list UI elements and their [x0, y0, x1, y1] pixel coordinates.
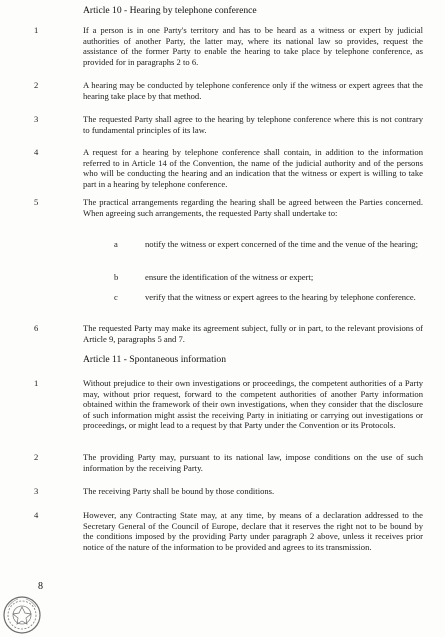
- paragraph-number: 2: [34, 452, 39, 462]
- seal-stamp-icon: [2, 595, 42, 635]
- article-10-heading: Article 10 - Hearing by telephone conference: [83, 5, 257, 16]
- paragraph-number: 1: [34, 25, 39, 35]
- article-10-paragraph-2: A hearing may be conducted by telephone conference only if the witness or expert agrees that the hearing take place by that method.: [83, 80, 423, 101]
- paragraph-number: 3: [34, 486, 39, 496]
- paragraph-number: 4: [34, 510, 39, 520]
- article-10-paragraph-5: The practical arrangements regarding the hearing shall be agreed between the Parties concerned. When agreeing such arrangements, the requested Party shall undertake to:: [83, 197, 423, 218]
- paragraph-number: 6: [34, 323, 39, 333]
- article-11-paragraph-3: The receiving Party shall be bound by those conditions.: [83, 486, 275, 496]
- article-11-paragraph-1: Without prejudice to their own investigations or proceedings, the competent authorities of a Party may, without prior request, forward to the competent authorities of another Party information obtained within the framework of their own investigations, when they consider that the disclosure of such information might assist the receiving Party in initiating or carrying out investigations or proceedings, or might lead to a request by that Party under the Convention or its Protocols.: [83, 378, 423, 431]
- article-10-subitem-b: ensure the identification of the witness or expert;: [145, 272, 314, 282]
- article-11-paragraph-4: However, any Contracting State may, at any time, by means of a declaration addressed to the Secretary General of the Council of Europe, declare that it reserves the right not to be bound by the conditions imposed by the providing Party under paragraph 2 above, unless it receives prior notice of the nature of the information to be provided and agrees to its transmission.: [83, 510, 423, 552]
- subitem-letter: c: [114, 292, 118, 302]
- article-10-subitem-a: notify the witness or expert concerned of the time and the venue of the hearing;: [145, 239, 418, 249]
- article-10-paragraph-3: The requested Party shall agree to the hearing by telephone conference where this is not contrary to fundamental principles of its law.: [83, 114, 423, 135]
- page-number: 8: [38, 581, 43, 592]
- paragraph-number: 4: [34, 147, 39, 157]
- article-10-paragraph-6: The requested Party may make its agreement subject, fully or in part, to the relevant provisions of Article 9, paragraphs 5 and 7.: [83, 323, 423, 344]
- subitem-letter: a: [114, 239, 118, 249]
- paragraph-number: 3: [34, 114, 39, 124]
- article-11-heading: Article 11 - Spontaneous information: [83, 354, 226, 365]
- article-11-paragraph-2: The providing Party may, pursuant to its national law, impose conditions on the use of such information by the receiving Party.: [83, 452, 423, 473]
- article-10-paragraph-4: A request for a hearing by telephone conference shall contain, in addition to the information referred to in Article 14 of the Convention, the name of the judicial authority and of the persons who will be conducting the hearing and an indication that the witness or expert is willing to take part in a hearing by telephone conference.: [83, 147, 423, 189]
- paragraph-number: 5: [34, 197, 39, 207]
- article-10-subitem-c: verify that the witness or expert agrees to the hearing by telephone conference.: [145, 292, 416, 302]
- article-10-paragraph-1: If a person is in one Party's territory and has to be heard as a witness or expert by judicial authorities of another Party, the latter may, where its national law so provides, request the assistance of the former Party to enable the hearing to take place by telephone conference, as provided for in paragraphs 2 to 6.: [83, 25, 423, 67]
- subitem-letter: b: [114, 272, 119, 282]
- paragraph-number: 1: [34, 378, 39, 388]
- paragraph-number: 2: [34, 80, 39, 90]
